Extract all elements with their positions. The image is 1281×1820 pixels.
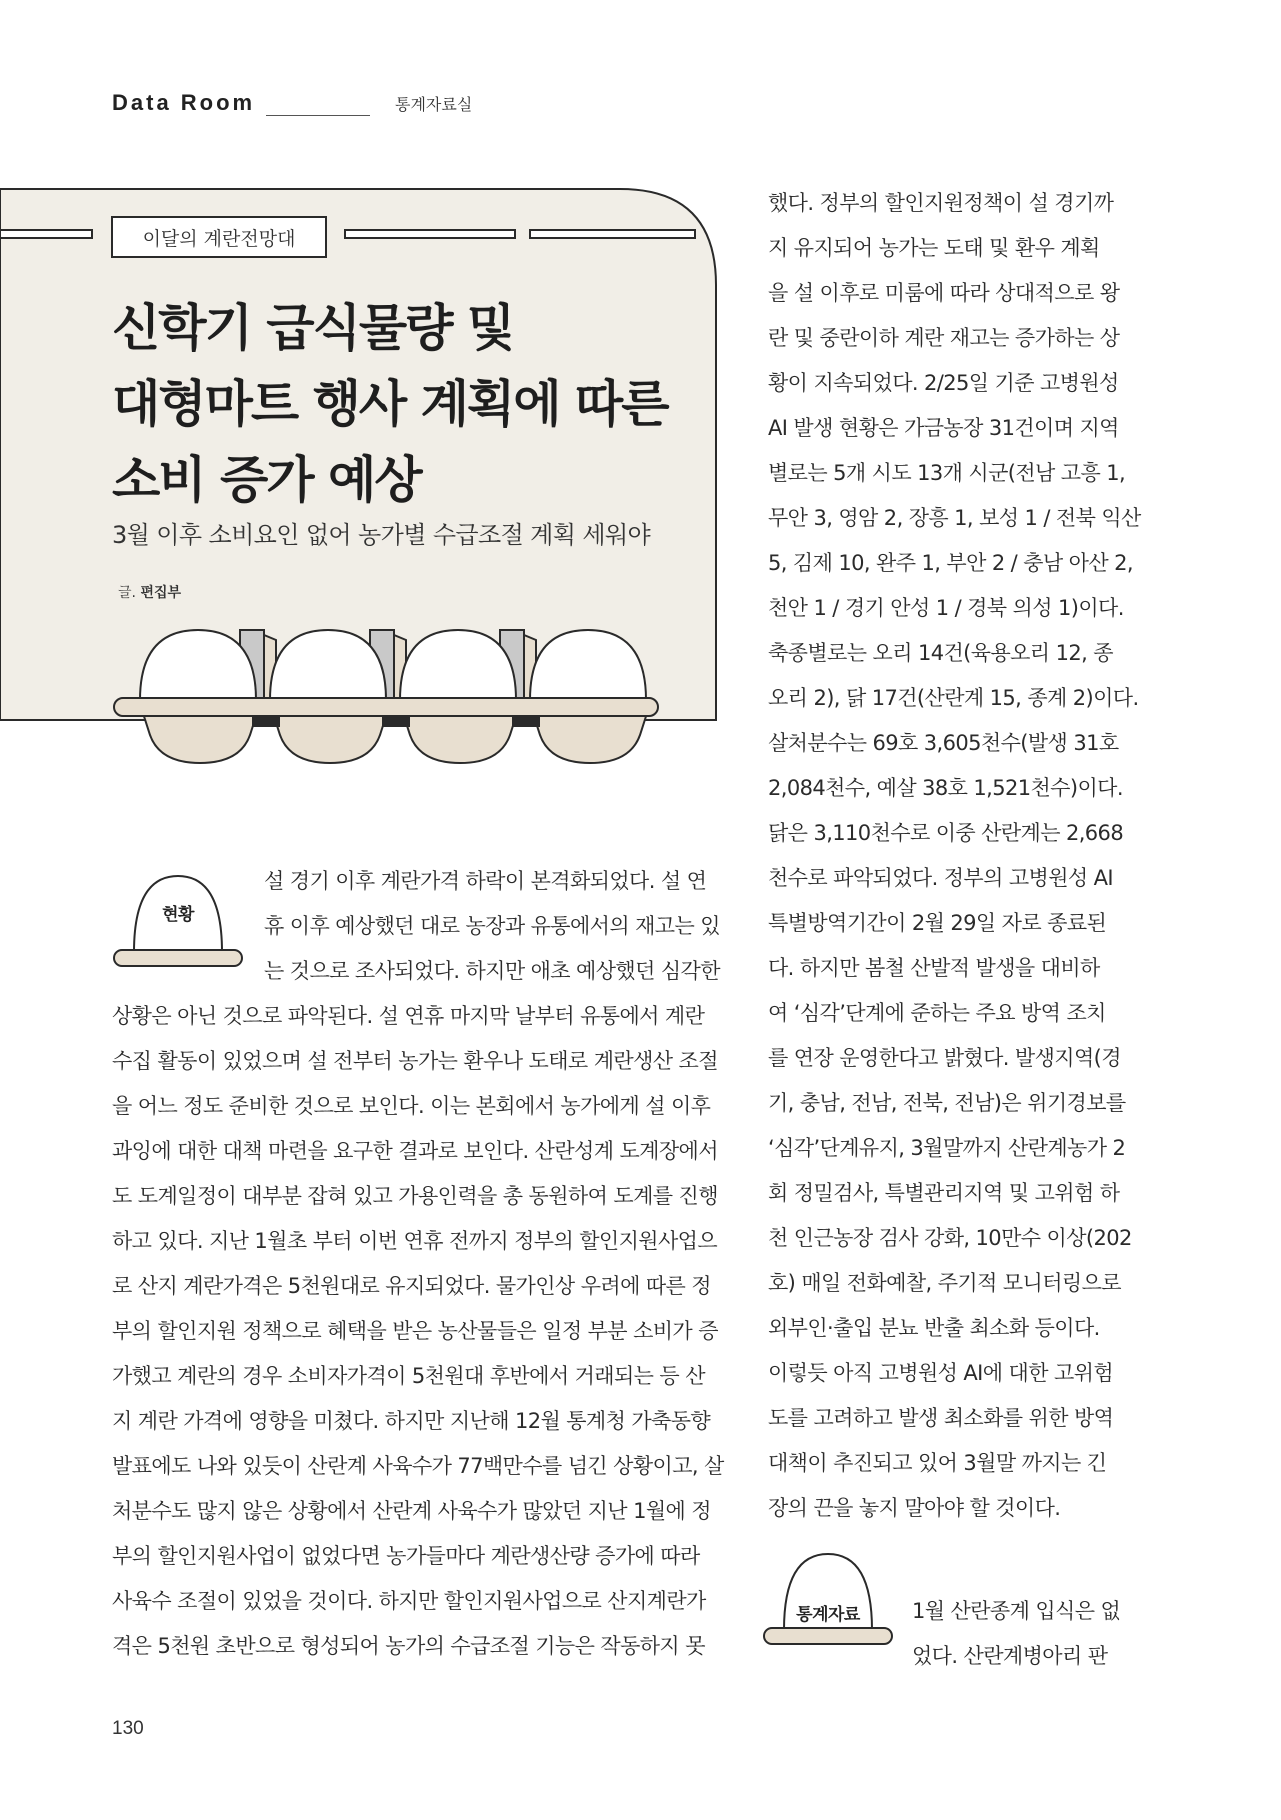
body-text-line: AI 발생 현황은 가금농장 31건이며 지역 [768,416,1119,440]
page-number: 130 [112,1718,144,1739]
body-text-line: 사육수 조절이 있었을 것이다. 하지만 할인지원사업으로 산지계란가 [112,1589,706,1613]
body-text-line: 무안 3, 영암 2, 장흥 1, 보성 1 / 전북 익산 [768,506,1141,530]
body-text-line: 란 및 중란이하 계란 재고는 증가하는 상 [768,326,1120,350]
status-badge-label: 현황 [162,905,194,925]
body-text-line: 발표에도 나와 있듯이 산란계 사육수가 77백만수를 넘긴 상황이고, 살 [112,1454,724,1478]
article-byline [118,582,181,602]
body-text-line: 는 것으로 조사되었다. 하지만 애초 예상했던 심각한 [264,959,720,983]
body-text-line: 특별방역기간이 2월 29일 자로 종료된 [768,911,1107,935]
body-text-line: 여 ‘심각’단계에 준하는 주요 방역 조치 [768,1001,1106,1025]
body-text-line: 황이 지속되었다. 2/25일 기준 고병원성 [768,371,1119,395]
body-text-line: 이렇듯 아직 고병원성 AI에 대한 고위험 [768,1361,1114,1385]
body-text-line: 휴 이후 예상했던 대로 농장과 유통에서의 재고는 있 [264,914,720,938]
body-text-line: 부의 할인지원사업이 없었다면 농가들마다 계란생산량 증가에 따라 [112,1544,700,1568]
body-text-line: 다. 하지만 봄철 산발적 발생을 대비하 [768,956,1100,980]
body-text-line: 상황은 아닌 것으로 파악된다. 설 연휴 마지막 날부터 유통에서 계란 [112,1004,705,1028]
body-text-line: 하고 있다. 지난 1월초 부터 이번 연휴 전까지 정부의 할인지원사업으 [112,1229,718,1253]
body-text-line: 을 어느 정도 준비한 것으로 보인다. 이는 본회에서 농가에게 설 이후 [112,1094,711,1118]
carton-tray-rim [114,698,658,716]
body-text-line: 장의 끈을 놓지 말아야 할 것이다. [768,1496,1061,1520]
body-text-line: 외부인·출입 분뇨 반출 최소화 등이다. [768,1316,1100,1340]
body-text-line: 도를 고려하고 발생 최소화를 위한 방역 [768,1406,1114,1430]
body-text-line: 별로는 5개 시도 13개 시군(전남 고흥 1, [768,461,1126,485]
body-text-line: 호) 매일 전화예찰, 주기적 모니터링으로 [768,1271,1121,1295]
body-text-line: 수집 활동이 있었으며 설 전부터 농가는 환우나 도태로 계란생산 조절 [112,1049,718,1073]
body-text-line: 격은 5천원 초반으로 형성되어 농가의 수급조절 기능은 작동하지 못 [112,1634,705,1658]
body-text-line: 로 산지 계란가격은 5천원대로 유지되었다. 물가인상 우려에 따른 정 [112,1274,711,1298]
body-text-line: 닭은 3,110천수로 이중 산란계는 2,668 [768,821,1124,845]
body-text-line: 천 인근농장 검사 강화, 10만수 이상(202 [768,1226,1132,1250]
body-text-line: 대책이 추진되고 있어 3월말 까지는 긴 [768,1451,1107,1475]
body-text-line: 축종별로는 오리 14건(육용오리 12, 종 [768,641,1113,665]
body-text-line: 기, 충남, 전남, 전북, 전남)은 위기경보를 [768,1091,1126,1115]
byline-prefix: 글. [118,585,136,601]
body-text-line: 했다. 정부의 할인지원정책이 설 경기까 [768,191,1114,215]
magazine-section-title: Data Room [112,90,256,115]
body-text-line: 지 유지되어 농가는 도태 및 환우 계획 [768,236,1100,260]
body-text-line: 었다. 산란계병아리 판 [912,1644,1108,1668]
body-text-line: 가했고 계란의 경우 소비자가격이 5천원대 후반에서 거래되는 등 산 [112,1364,705,1388]
body-text-line: 설 경기 이후 계란가격 하락이 본격화되었다. 설 연 [264,869,707,893]
article-headline [112,290,712,518]
egg-cups [142,710,648,763]
headline-line: 신학기 급식물량 및 [112,299,514,357]
body-text-line: 부의 할인지원 정책으로 혜택을 받은 농산물들은 일정 부분 소비가 증 [112,1319,718,1343]
body-text-line: 천안 1 / 경기 안성 1 / 경북 의성 1)이다. [768,596,1124,620]
article-subtitle: 3월 이후 소비요인 없어 농가별 수급조절 계획 세워야 [112,521,651,549]
stats-badge-label: 통계자료 [796,1605,860,1625]
body-text-line: 2,084천수, 예살 38호 1,521천수)이다. [768,776,1123,800]
body-text-line: 를 연장 운영한다고 밝혔다. 발생지역(경 [768,1046,1121,1070]
body-text-line: 도 도계일정이 대부분 잡혀 있고 가용인력을 총 동원하여 도계를 진행 [112,1184,718,1208]
body-text-line: 과잉에 대한 대책 마련을 요구한 결과로 보인다. 산란성계 도계장에서 [112,1139,718,1163]
body-text-line: 1월 산란종계 입식은 없 [912,1599,1121,1623]
body-text-line: 살처분수는 69호 3,605천수(발생 31호 [768,731,1119,755]
section-subtitle: 통계자료실 [395,95,473,114]
body-text-line: 5, 김제 10, 완주 1, 부안 2 / 충남 아산 2, [768,551,1133,575]
stats-badge-egg-icon [762,1544,894,1648]
header-divider [266,115,370,116]
body-text-line: ‘심각’단계유지, 3월말까지 산란계농가 2 [768,1136,1126,1160]
body-text-line: 지 계란 가격에 영향을 미쳤다. 하지만 지난해 12월 통계청 가축동향 [112,1409,711,1433]
byline-author: 편집부 [140,585,182,601]
body-text-line: 회 정밀검사, 특별관리지역 및 고위험 하 [768,1181,1120,1205]
article-category-tag: 이달의 계란전망대 [142,227,296,250]
body-text-line: 오리 2), 닭 17건(산란계 15, 종계 2)이다. [768,686,1139,710]
headline-line: 소비 증가 예상 [112,451,421,509]
headline-line: 대형마트 행사 계획에 따른 [112,375,668,433]
body-text-line: 을 설 이후로 미룸에 따라 상대적으로 왕 [768,281,1120,305]
body-text-line: 천수로 파악되었다. 정부의 고병원성 AI [768,866,1114,890]
body-text-line: 처분수도 많지 않은 상황에서 산란계 사육수가 많았던 지난 1월에 정 [112,1499,711,1523]
